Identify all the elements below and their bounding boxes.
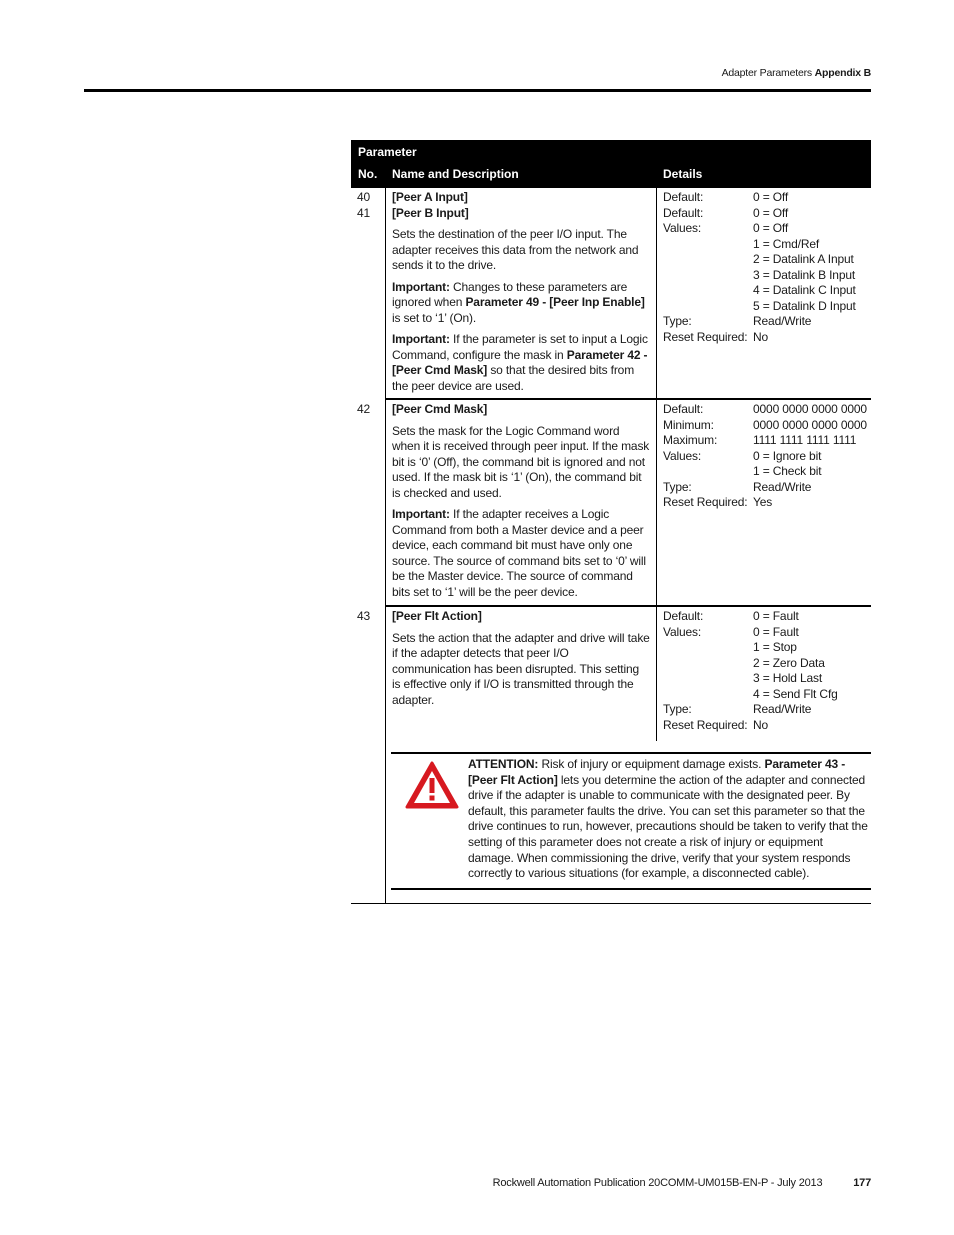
detail-value: No [753,717,769,732]
detail-key: Default: [663,205,704,220]
detail-key: Default: [663,190,704,204]
detail-key: Type: [663,314,692,328]
parameter-table [351,140,871,743]
detail-key: Values: [663,448,702,463]
detail-value: 1 = Stop [753,640,797,654]
important-label: Important: [392,279,450,294]
param-name: [Peer Cmd Mask] [392,402,488,416]
attention-sentence: Risk of injury or equipment damage exists. [541,757,762,771]
detail-value: 4 = Send Flt Cfg [753,686,838,701]
header-rule [84,89,871,92]
header-section: Adapter Parameters [721,67,812,79]
attention-label: ATTENTION: [468,757,539,771]
header-parameter: Parameter [358,145,417,159]
detail-key: Maximum: [663,433,718,447]
running-header [722,67,871,79]
param-details [663,190,871,345]
header-no: No. [358,167,378,181]
table-header [351,140,871,188]
param-description [392,190,650,400]
detail-key: Reset Required: [663,329,748,344]
detail-key: Minimum: [663,417,714,432]
detail-key: Values: [663,221,702,235]
param-details [663,609,871,733]
important-note [392,280,650,327]
table-bottom-rule [351,903,871,904]
detail-key: Type: [663,702,692,716]
important-label: Important: [392,507,450,521]
note-text: Changes to these parameters are ignored when [392,279,628,309]
header-name-description: Name and Description [392,167,519,181]
description-text: Sets the destination of the peer I/O input. The adapter receives this data from the network and sends it to the drive. [392,227,639,272]
detail-value: 1 = Check bit [753,464,822,478]
param-description [392,402,650,606]
page-number: 177 [853,1177,871,1189]
param-details [663,402,871,511]
publication-info: Rockwell Automation Publication 20COMM-UM015B-EN-P - July 2013 [492,1177,823,1189]
detail-key: Reset Required: [663,495,748,509]
detail-value: Yes [753,495,773,509]
detail-value: 0 = Fault [753,609,799,623]
detail-value: 3 = Datalink B Input [753,267,856,282]
important-label: Important: [392,332,450,346]
param-name-a: [Peer A Input] [392,190,468,204]
param-name: [Peer Flt Action] [392,609,482,623]
description-text: Sets the action that the adapter and drive will take if the adapter detects that peer I/O communication has been disrupted. This setting is effective only if I/O is transmitted through the adapter. [392,630,650,707]
important-note [392,507,650,600]
detail-value: 0 = Fault [753,624,799,639]
attention-text [468,757,870,882]
detail-key: Type: [663,479,692,494]
detail-value: 0 = Off [753,221,789,235]
note-text: so that the desired bits from the peer device are used. [392,363,635,393]
detail-value: Read/Write [753,479,812,494]
page-footer [493,1177,871,1189]
detail-value: 0000 0000 0000 0000 [753,417,867,432]
column-divider [656,188,657,398]
detail-value: 2 = Zero Data [753,655,825,670]
detail-value: Read/Write [753,702,812,716]
attention-bottom-rule [391,888,871,890]
detail-value: 1111 1111 1111 1111 [753,433,857,447]
note-text: is set to ‘1’ (On). [392,310,477,325]
param-name-b: [Peer B Input] [392,205,469,220]
param-reference: Parameter 42 - [Peer Cmd Mask] [392,347,648,377]
column-divider [656,607,657,741]
number-column-divider [385,188,386,904]
header-appendix: Appendix B [814,67,871,79]
param-number [357,190,385,221]
detail-value: No [753,329,769,344]
detail-key: Reset Required: [663,717,748,732]
detail-value: 0 = Off [753,190,789,204]
detail-key: Default: [663,402,704,416]
attention-box [391,752,871,890]
warning-triangle-icon [405,760,459,810]
attention-sentence: lets you determine the action of the adapter and connected drive if the adapter is unable to communicate with the designated peer. By default, this parameter faults the drive. You can set this parameter so that the drive continues to run, however, precautions should be taken to verify that the setting of this parameter does not create a risk of injury or equipment damage. When commissioning the drive, verify that your system responds correctly to various situations (for example, a disconnected cable). [468,772,868,881]
detail-value: 0 = Ignore bit [753,448,822,463]
param-reference: Parameter 43 - [Peer Flt Action] [468,757,846,787]
detail-key: Default: [663,609,704,623]
detail-value: 2 = Datalink A Input [753,252,854,266]
note-text: If the parameter is set to input a Logic Command, configure the mask in [392,332,648,362]
description-text: Sets the mask for the Logic Command word when it is received through peer input. If the mask bit is ‘0’ (Off), the command bit is ignored and not used. If the mask bit is ‘1’ (On), the command bit is checked and used. [392,423,650,500]
important-note [392,332,650,394]
detail-value: Read/Write [753,314,812,328]
attention-top-rule [391,752,871,754]
column-divider [656,400,657,605]
detail-value: 3 = Hold Last [753,671,823,685]
param-reference: Parameter 49 - [Peer Inp Enable] [465,295,645,309]
header-details: Details [663,167,703,181]
detail-value: 0000 0000 0000 0000 [753,402,867,416]
detail-value: 4 = Datalink C Input [753,283,856,297]
param-number-a: 40 [357,190,371,204]
param-description [392,609,650,714]
detail-value: 5 = Datalink D Input [753,298,856,313]
table-row [351,188,871,400]
param-number-b: 41 [357,205,371,220]
detail-key: Values: [663,624,702,639]
table-row [351,607,871,743]
detail-value: 1 = Cmd/Ref [753,236,820,251]
param-number: 43 [357,609,371,623]
param-number: 42 [357,402,371,416]
detail-value: 0 = Off [753,205,789,220]
note-text: If the adapter receives a Logic Command from both a Master device and a peer device, each command bit must have only one source. The source of command bits set to ‘0’ will be the Master device. The source of command bits set to ‘1’ will be the peer device. [392,507,646,599]
table-row [351,400,871,607]
